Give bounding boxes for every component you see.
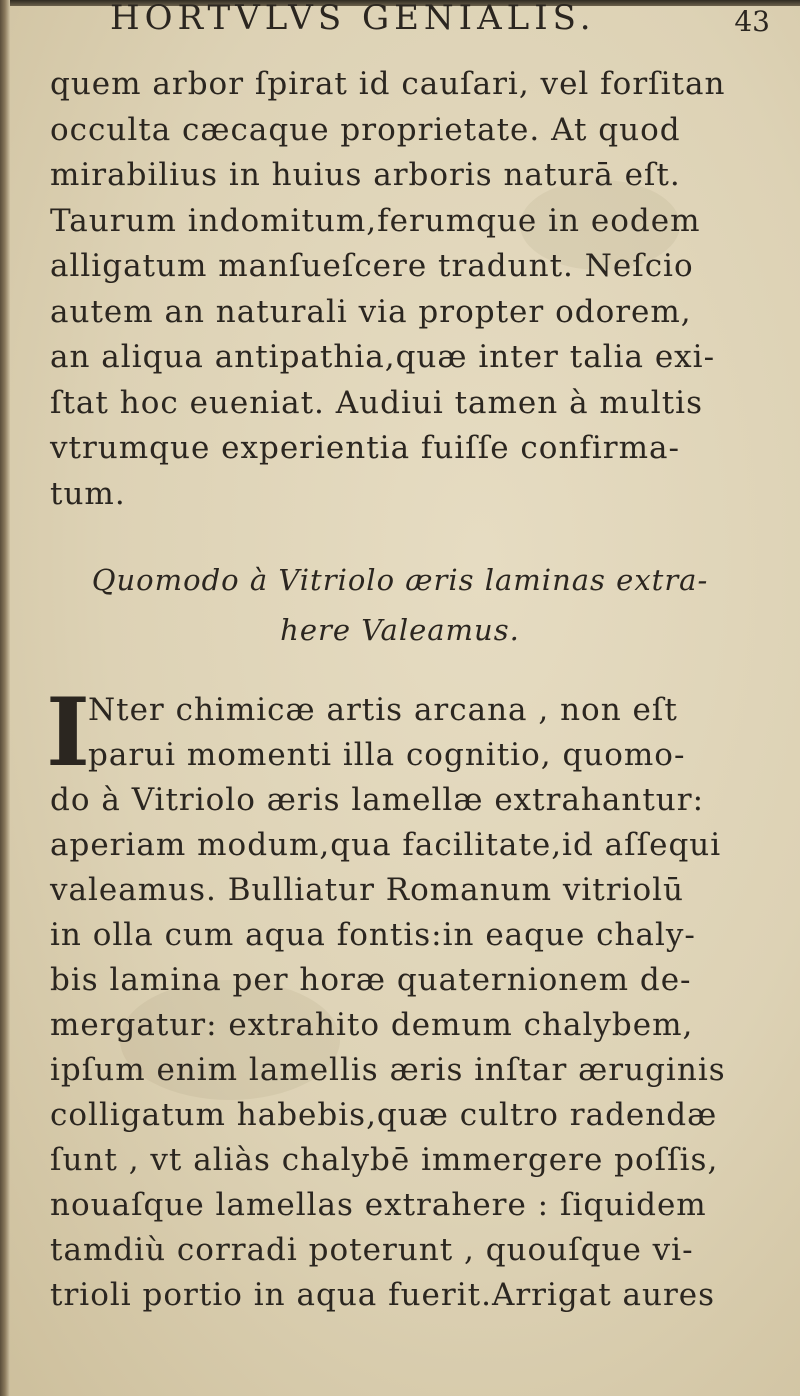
text-line: tum.	[50, 475, 126, 512]
text-line: occulta cæcaque proprietate. At quod	[50, 111, 681, 148]
running-head	[110, 0, 770, 48]
text-line: do à Vitriolo æris lamellæ extrahantur:	[50, 782, 705, 818]
text-line: bis lamina per horæ quaternionem de-	[50, 962, 692, 998]
text-line: Nter chimicæ artis arcana , non eſt	[88, 692, 678, 728]
running-title: HORTVLVS GENIALIS.	[110, 0, 596, 38]
text-line: vtrumque experientia fuiſſe confirma-	[50, 430, 680, 466]
paragraph-1	[50, 62, 770, 517]
text-line: Taurum indomitum,ferumque in eodem	[50, 202, 701, 239]
text-line: ſunt , vt aliàs chalybē immergere poſſis,	[50, 1142, 719, 1178]
text-line: aperiam modum,qua facilitate,id aſſequi	[50, 827, 722, 863]
page-gutter-shadow	[0, 0, 10, 1396]
text-line: valeamus. Bulliatur Romanum vitriolū	[50, 872, 685, 908]
text-line: quem arbor ſpirat id cauſari, vel forſitan	[50, 66, 726, 102]
section-heading	[60, 555, 740, 655]
text-line: alligatum manſueſcere tradunt. Neſcio	[50, 248, 694, 284]
text-line: an aliqua antipathia,quæ inter talia exi-	[50, 339, 716, 375]
text-line: parui momenti illa cognitio, quomo-	[88, 737, 686, 773]
text-line: mirabilius in huius arboris naturā eſt.	[50, 157, 681, 193]
text-line: in olla cum aqua fontis:in eaque chaly-	[50, 917, 696, 953]
drop-capital: I	[46, 678, 90, 788]
heading-line: Quomodo à Vitriolo æris laminas extra-	[91, 563, 709, 597]
text-line: colligatum habebis,quæ cultro radendæ	[50, 1097, 718, 1133]
text-line: ipſum enim lamellis æris inſtar æruginis	[50, 1052, 726, 1088]
heading-line: here Valeamus.	[280, 613, 520, 647]
text-line: tamdiù corradi poterunt , quouſque vi-	[50, 1232, 694, 1268]
paragraph-2	[50, 688, 770, 1318]
page-number: 43	[734, 5, 770, 38]
text-line: trioli portio in aqua fuerit.Arrigat aures	[50, 1277, 716, 1313]
text-line: autem an naturali via propter odorem,	[50, 293, 692, 330]
text-line: nouaſque lamellas extrahere : ſiquidem	[50, 1187, 707, 1223]
text-line: ſtat hoc eueniat. Audiui tamen à multis	[50, 384, 703, 421]
text-line: mergatur: extrahito demum chalybem,	[50, 1007, 694, 1043]
